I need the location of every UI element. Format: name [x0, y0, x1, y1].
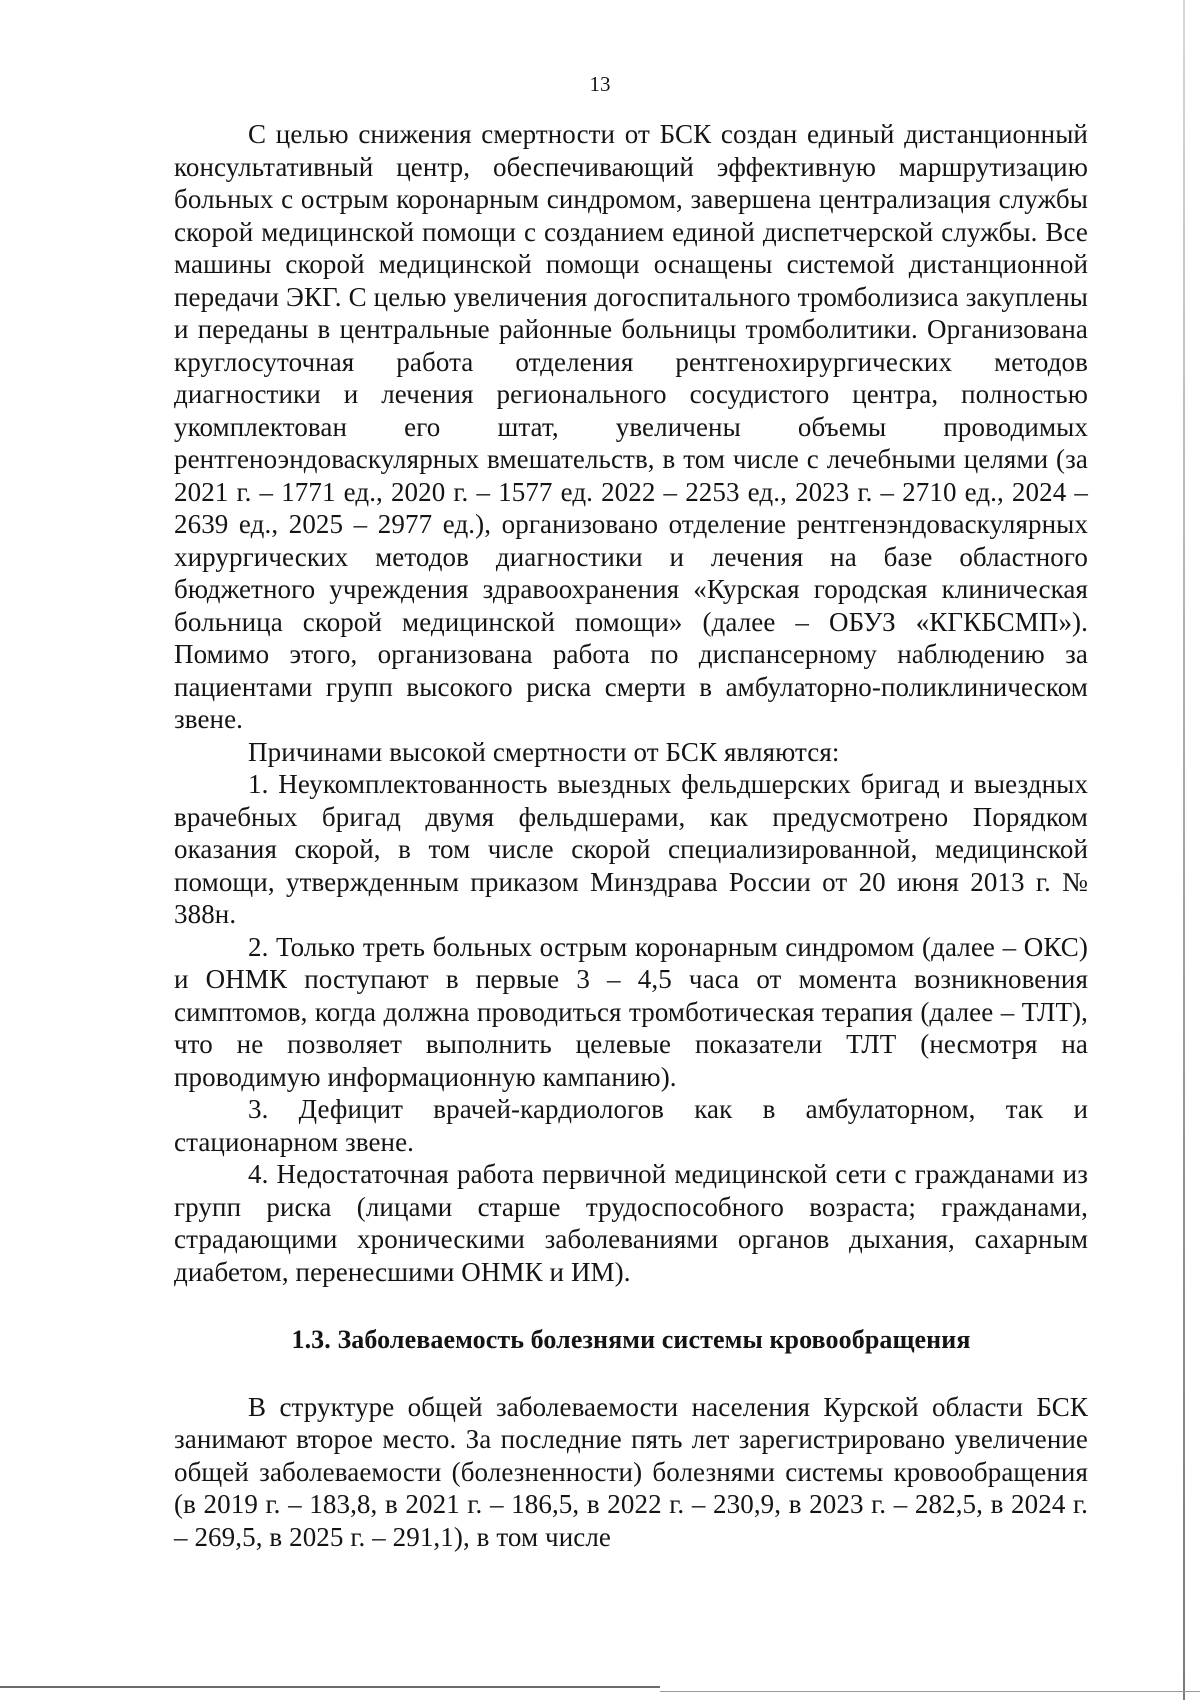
page-content	[174, 118, 1088, 1553]
page-number: 13	[589, 72, 611, 96]
paragraph-centralization: С целью снижения смертности от БСК создан единый дистанционный консультативный центр, обеспечивающий эффективную маршрутизацию больных с острым коронарным синдромом, завершена централизация службы скорой медицинской помощи с созданием единой диспетчерской службы. Все машины скорой медицинской помощи оснащены системой дистанционной передачи ЭКГ. С целью увеличения догоспитального тромболизиса закуплены и переданы в центральные районные больницы тромболитики. Организована круглосуточная работа отделения рентгенохирургических методов диагностики и лечения регионального сосудистого центра, полностью укомплектован его штат, увеличены объемы проводимых рентгеноэндоваскулярных вмешательств, в том числе с лечебными целями (за 2021 г. – 1771 ед., 2020 г. – 1577 ед. 2022 – 2253 ед., 2023 г. – 2710 ед., 2024 – 2639 ед., 2025 – 2977 ед.), организовано отделение рентгенэндоваскулярных хирургических методов диагностики и лечения на базе областного бюджетного учреждения здравоохранения «Курская городская клиническая больница скорой медицинской помощи» (далее – ОБУЗ «КГКБСМП»). Помимо этого, организована работа по диспансерному наблюдению за пациентами групп высокого риска смерти в амбулаторно-поликлиническом звене.	[174, 119, 1088, 734]
paragraph-causes-intro: Причинами высокой смертности от БСК являются:	[248, 736, 840, 767]
scan-edge-bottom-right	[660, 1691, 1200, 1692]
list-item-cause-3: 3. Дефицит врачей-кардиологов как в амбулаторном, так и стационарном звене.	[174, 1094, 1088, 1157]
list-item-cause-1: 1. Неукомплектованность выездных фельдшерских бригад и выездных врачебных бригад двумя фельдшерами, как предусмотрено Порядком оказания скорой, в том числе скорой специализированной, медицинской помощи, утвержденным приказом Минздрава России от 20 июня 2013 г. № 388н.	[174, 769, 1088, 929]
scan-edge-right	[1183, 0, 1185, 1700]
section-heading: 1.3. Заболеваемость болезнями системы кровообращения	[291, 1325, 971, 1354]
list-item-cause-4: 4. Недостаточная работа первичной медицинской сети с гражданами из групп риска (лицами старше трудоспособного возраста; гражданами, страдающими хроническими заболеваниями органов дыхания, сахарным диабетом, перенесшими ОНМК и ИМ).	[174, 1159, 1088, 1287]
paragraph-morbidity: В структуре общей заболеваемости населения Курской области БСК занимают второе место. За последние пять лет зарегистрировано увеличение общей заболеваемости (болезненности) болезнями системы кровообращения (в 2019 г. – 183,8, в 2021 г. – 186,5, в 2022 г. – 230,9, в 2023 г. – 282,5, в 2024 г. – 269,5, в 2025 г. – 291,1), в том числе	[174, 1391, 1088, 1552]
scan-edge-bottom	[0, 1686, 660, 1688]
list-item-cause-2: 2. Только треть больных острым коронарным синдромом (далее – ОКС) и ОНМК поступают в первые 3 – 4,5 часа от момента возникновения симптомов, когда должна проводиться тромботическая терапия (далее – ТЛТ), что не позволяет выполнить целевые показатели ТЛТ (несмотря на проводимую информационную кампанию).	[174, 931, 1088, 1092]
